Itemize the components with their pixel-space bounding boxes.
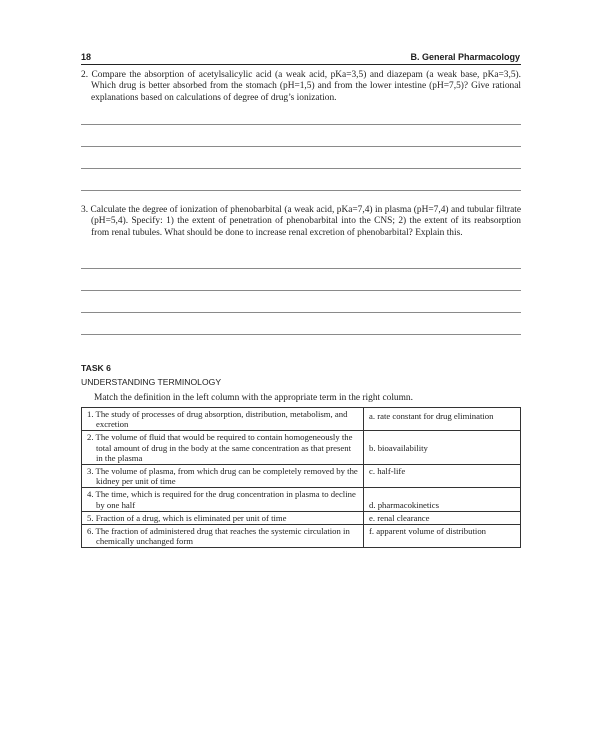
- answer-line: [81, 334, 521, 335]
- answer-line: [81, 190, 521, 191]
- definition-cell: 4. The time, which is required for the drug concentration in plasma to decline by one half: [82, 488, 364, 511]
- definition-cell: 1. The study of processes of drug absorption, distribution, metabolism, and excretion: [82, 408, 364, 431]
- page-number: 18: [81, 52, 92, 62]
- answer-line: [81, 124, 521, 125]
- answer-line: [81, 168, 521, 169]
- task-subtitle: UNDERSTANDING TERMINOLOGY: [81, 377, 222, 387]
- table-row: [82, 511, 521, 524]
- question-3: [81, 205, 521, 239]
- question-number: 3.: [81, 205, 89, 215]
- term-cell: d. pharmacokinetics: [364, 488, 521, 511]
- answer-line: [81, 146, 521, 147]
- answer-line: [81, 268, 521, 269]
- definition-cell: 2. The volume of fluid that would be required to contain homogeneously the total amount of drug in the body at the same concentration as that present in the plasma: [82, 431, 364, 465]
- question-text: Compare the absorption of acetylsalicylic acid (a weak acid, pKa=3,5) and diazepam (a weak base, pKa=3,5). Which drug is better absorbed from the stomach (pH=1,5) and from the lower intestine (pH=7,5)? Give rational explanations based on calculations of degree of drug’s ionization.: [91, 70, 521, 103]
- term-cell: b. bioavailability: [364, 431, 521, 465]
- term-cell: c. half-life: [364, 465, 521, 488]
- matching-table: [81, 407, 521, 548]
- table-row: [82, 408, 521, 431]
- task-instruction: Match the definition in the left column with the appropriate term in the right column.: [94, 393, 413, 403]
- table-row: [82, 525, 521, 548]
- definition-cell: 3. The volume of plasma, from which drug can be completely removed by the kidney per unit of time: [82, 465, 364, 488]
- answer-line: [81, 312, 521, 313]
- table-row: [82, 431, 521, 465]
- table-row: [82, 488, 521, 511]
- definition-cell: 5. Fraction of a drug, which is eliminated per unit of time: [82, 511, 364, 524]
- term-cell: e. renal clearance: [364, 511, 521, 524]
- question-2: [81, 70, 521, 104]
- answer-line: [81, 290, 521, 291]
- term-cell: f. apparent volume of distribution: [364, 525, 521, 548]
- running-head: B. General Pharmacology: [410, 52, 520, 62]
- header-rule: [81, 64, 521, 65]
- definition-cell: 6. The fraction of administered drug that reaches the systemic circulation in chemically unchanged form: [82, 525, 364, 548]
- term-cell: a. rate constant for drug elimination: [364, 408, 521, 431]
- task-title: TASK 6: [81, 363, 111, 373]
- table-row: [82, 465, 521, 488]
- question-number: 2.: [81, 70, 89, 80]
- question-text: Calculate the degree of ionization of phenobarbital (a weak acid, pKa=7,4) in plasma (pH=7,4) and tubular filtrate (pH=5,4). Specify: 1) the extent of penetration of phenobarbital into the CNS; 2) the extent of its reabsorption from renal tubules. What should be done to increase renal excretion of phenobarbital? Explain this.: [90, 205, 522, 238]
